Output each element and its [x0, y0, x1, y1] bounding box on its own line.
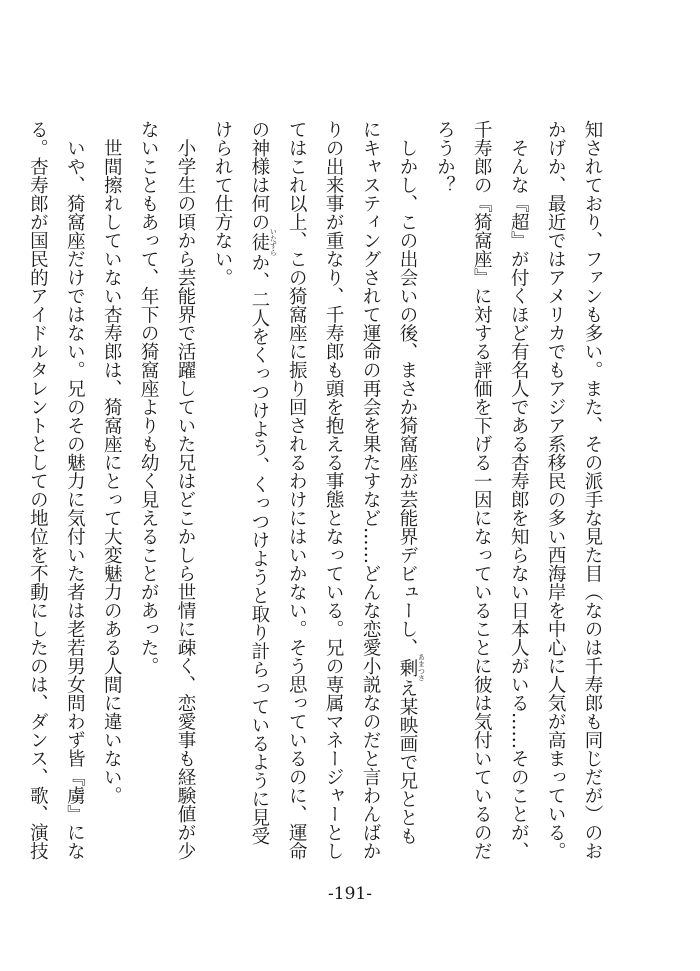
text-line: [388, 120, 425, 865]
ruby-base: 剰: [396, 653, 418, 682]
text-line: いや、猗窩座だけではない。兄のその魅力に気付いた者は老若男女問わず皆『虜』にな: [64, 120, 86, 860]
text-line: ないこともあって、年下の猗窩座よりも幼く見えることがあった。: [138, 120, 160, 675]
ruby-base: 徒: [248, 228, 270, 256]
text-line: りの出来事が重なり、千寿郎も頭を抱える事態となっている。兄の専属マネージャーとし: [323, 120, 345, 860]
ruby-annotation: [248, 228, 278, 256]
text-line: 世間擦れしていない杏寿郎は、猗窩座にとって大変魅力のある人間に違いない。: [101, 120, 123, 805]
text-line-head: しかし、この出会いの後、まさか猗窩座が芸能界デビューし、: [396, 120, 418, 657]
ruby-reading: いたずら: [269, 228, 278, 256]
text-line: [240, 120, 277, 865]
text-line: 千寿郎の『猗窩座』に対する評価を下げる一因になっていることに彼は気付いているのだ: [471, 120, 493, 860]
text-line: 小学生の頃から芸能界で活躍していた兄はどこかしら世情に疎く、恋愛事も経験値が少: [175, 120, 197, 860]
text-line: ろうか？: [434, 120, 456, 194]
text-line: てはこれ以上、この猗窩座に振り回されるわけにはいかない。そう思っているのに、運命: [286, 120, 308, 860]
text-line: けられて仕方ない。: [211, 120, 233, 287]
text-line-head: の神様は何の: [248, 120, 270, 231]
text-line: にキャスティングされて運命の再会を果たすなど……どんな恋愛小説なのだと言わんばか: [360, 120, 382, 860]
page-number: -191-: [328, 884, 372, 904]
text-line-tail: か、二人をくっつけよう、くっつけようと取り計らっているように見受: [248, 253, 270, 845]
text-line: 知されており、ファンも多い。また、その派手な見た目（なのは千寿郎も同じだが）のお: [582, 120, 603, 860]
text-line-tail: え某映画で兄ととも: [396, 678, 418, 845]
text-line: る。杏寿郎が国民的アイドルタレントとしての地位を不動にしたのは、ダンス、歌、演技: [27, 120, 49, 860]
ruby-reading: あまつさ: [417, 653, 426, 682]
ruby-annotation: [396, 653, 426, 682]
vertical-text-body: [27, 120, 610, 865]
text-line: かげか、最近ではアメリカでもアジア系移民の多い西海岸を中心に人気が高まっている。: [545, 120, 567, 860]
text-line: そんな『超』が付くほど有名人である杏寿郎を知らない日本人がいる……そのことが、: [508, 120, 530, 860]
